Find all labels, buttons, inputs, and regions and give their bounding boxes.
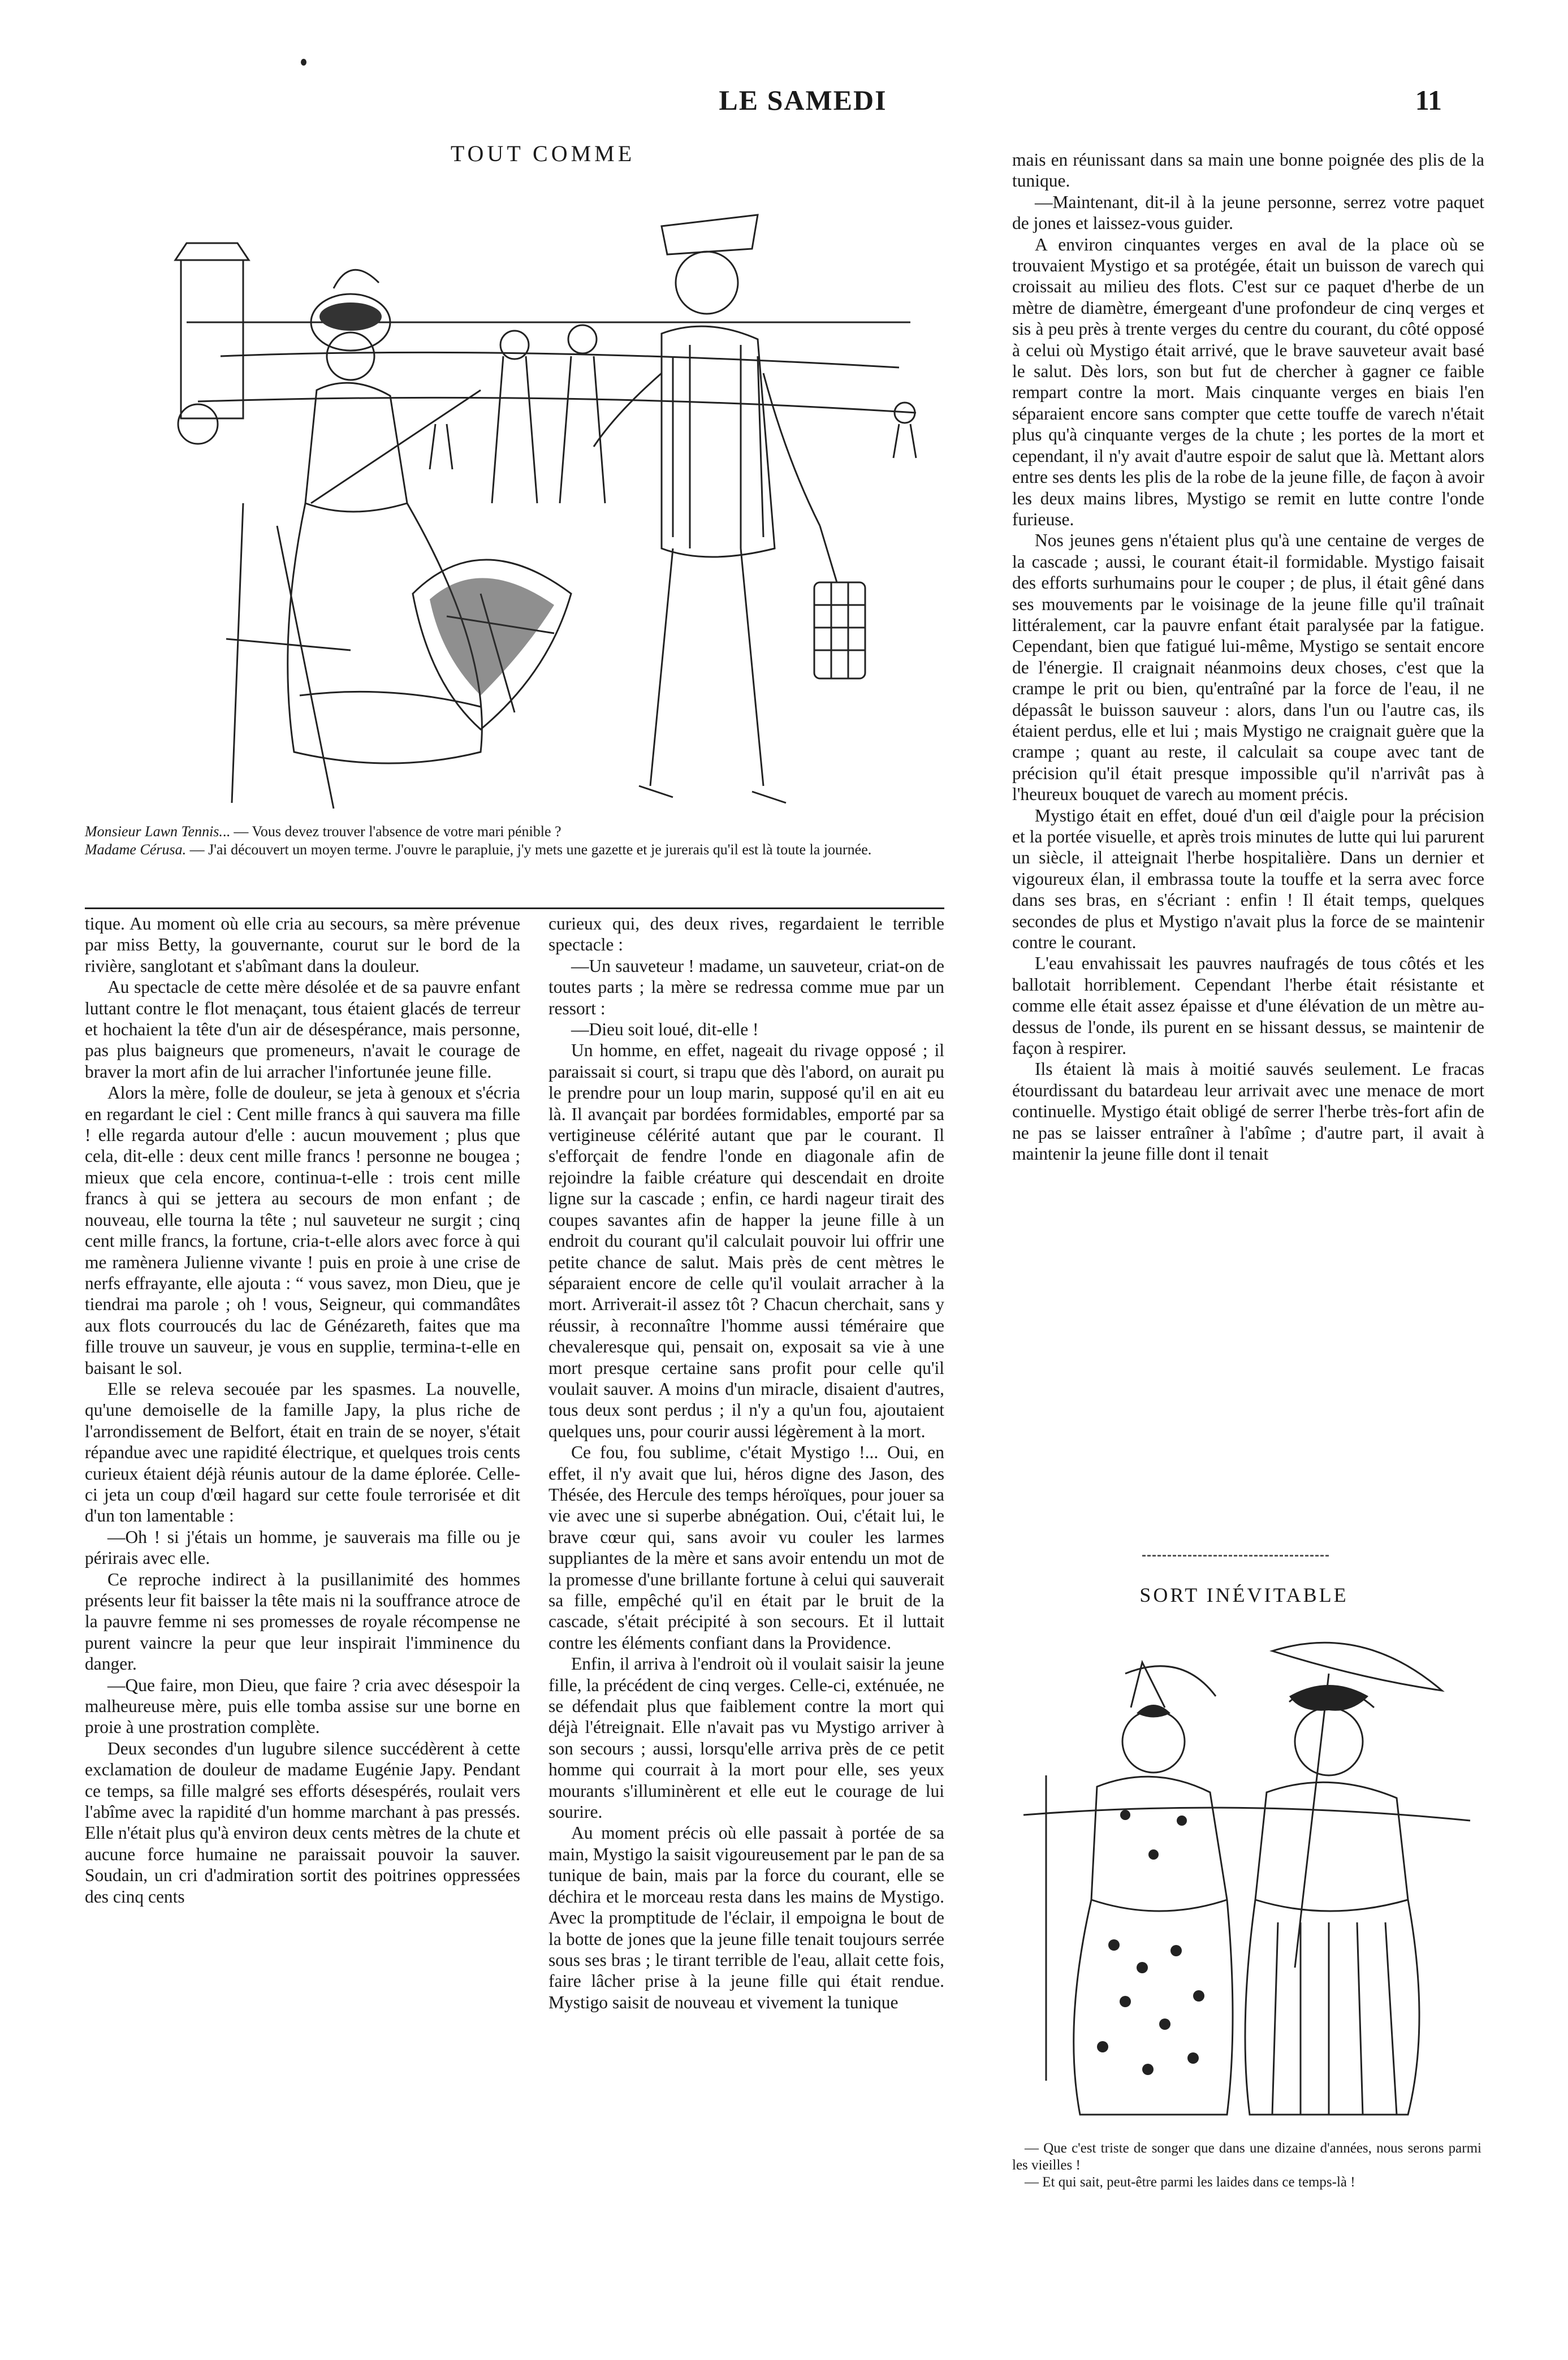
text-column-left — [85, 913, 520, 1907]
paragraph: Ils étaient là mais à moitié sauvés seulement. Le fracas étourdissant du batardeau leur arrivait avec une menace de mort continuelle. Mystigo était obligé de serrer l'herbe très-fort afin de ne pas se laisser entraîner à l'abîme ; d'autre part, il avait à maintenir la jeune fille dont il tenait — [1012, 1059, 1484, 1164]
section-separator — [1142, 1555, 1329, 1558]
illustration-caption-3 — [1012, 2140, 1481, 2191]
page-header-title: LE SAMEDI — [719, 84, 887, 116]
illustration-title-2: SORT INÉVITABLE — [1139, 1584, 1349, 1606]
page-number: 11 — [1415, 84, 1442, 116]
paragraph: Nos jeunes gens n'étaient plus qu'à une centaine de verges de la cascade ; aussi, le courant était-il formidable. Mystigo faisait des efforts surhumains pour le couper ; de plus, il était gêné dans ses mouvements par le voisinage de la jeune fille qu'il traînait littéralement, car la pauvre enfant était paralysée par la fatigue. Cependant, bien que fatigué lui-même, Mystigo se sentait encore de l'énergie. Il craignait néanmoins deux choses, c'est que la crampe le prit ou bien, qu'entraîné par la force de l'eau, il ne dépassât le buisson sauveur : alors, dans l'un ou l'autre cas, ils étaient perdus, elle et lui ; mais Mystigo ne craignait guère que la crampe ; quant au reste, il calculait sa coupe avec tant de précision qu'il était presque impossible qu'il n'arrivât pas à l'heureux bouquet de varech au moment précis. — [1012, 530, 1484, 805]
illustration-title: TOUT COMME — [450, 141, 636, 166]
paragraph: Deux secondes d'un lugubre silence succédèrent à cette exclamation de douleur de madame Eugénie Japy. Pendant ce temps, sa fille malgré ses efforts désespérés, roulait vers l'abîme avec la rapidité d'un homme marchant à pas pressés. Elle n'était plus qu'à environ deux cents mètres de la chute et aucune force humaine ne paraissait pouvoir la sauver. Soudain, un cri d'admiration sortit des poitrines oppressées des cinq cents — [85, 1738, 520, 1907]
illustration-tout-comme — [164, 187, 939, 820]
paragraph: Ce fou, fou sublime, c'était Mystigo !... Oui, en effet, il n'y avait que lui, héros digne des Jason, des Thésée, des Hercule des temps héroïques, pour jouer sa vie avec une si superbe abnégation. Oui, c'était lui, le brave cœur qui, sans avoir vu couler les larmes suppliantes de la mère et sans avoir entendu un mot de la promesse d'une brillante fortune à celui qui sauverait sa fille, empêché qu'il en était par le bruit de la cascade, s'était précipité à son secours. Et il luttait contre les éléments confiant dans la Providence. — [548, 1442, 944, 1653]
paragraph: —Oh ! si j'étais un homme, je sauverais ma fille ou je périrais avec elle. — [85, 1527, 520, 1568]
paragraph: A environ cinquantes verges en aval de la place où se trouvaient Mystigo et sa protégée, était un buisson de varech qui croissait au milieu des flots. C'est sur ce paquet d'herbe de un mètre de diamètre, émergeant d'une profondeur de cinq verges et sis à peu près à trente verges du centre du courant, du côté opposé à celui où Mystigo était arrivé, que le brave sauveteur avait basé le salut. Dès lors, son but fut de chercher à gagner ce faible rempart contre la mort. Mais cinquante verges en biais l'en séparaient encore sans compter que cette touffe de varech n'était plus qu'à cinquante verges de la chute ; les portes de la mort et cependant, il n'y avait d'autre espoir de salut que là. Mettant alors entre ses dents les plis de la robe de la jeune fille, de façon à avoir les deux mains libres, Mystigo se remit en lutte contre l'onde furieuse. — [1012, 234, 1484, 529]
text-column-middle — [548, 913, 944, 2013]
horizontal-rule — [85, 907, 944, 909]
paragraph: tique. Au moment où elle cria au secours, sa mère prévenue par miss Betty, la gouvernante, courut sur le bord de la rivière, sanglotant et s'abîmant dans la douleur. — [85, 914, 520, 976]
caption-speaker-1: Monsieur Lawn Tennis. — [85, 823, 223, 840]
caption-speaker-2: Madame Cérusa. — [85, 841, 187, 858]
text-column-right — [1012, 149, 1484, 1165]
caption-text-2: — J'ai découvert un moyen terme. J'ouvre le parapluie, j'y mets une gazette et je jurerais qu'il est là toute la journée. — [186, 841, 872, 858]
paragraph: —Maintenant, dit-il à la jeune personne, serrez votre paquet de jones et laissez-vous guider. — [1012, 192, 1484, 234]
paragraph: Au spectacle de cette mère désolée et de sa pauvre enfant luttant contre le flot menaçant, tous étaient glacés de terreur et hochaient la tête d'un air de désespérance, mais personne, pas plus baigneurs que promeneurs, n'avait le courage de braver la mort afin de lui arracher l'infortunée jeune fille. — [85, 977, 520, 1082]
paragraph: Un homme, en effet, nageait du rivage opposé ; il paraissait si court, si trapu que dès l'abord, on aurait pu le prendre pour un loup marin, supposé qu'il en ait eu là. Il avançait par bordées formidables, emporté par sa vertigineuse célérité autant que par le courant. Il s'efforçait de fendre l'onde en diagonale afin de rejoindre la faible créature qui descendait en droite ligne sur la cascade ; enfin, ce hardi nageur tirait des coupes savantes afin de happer la jeune fille à un endroit du courant qu'il calculait pouvoir lui offrir une petite chance de salut. Mais près de cent mètres le séparaient encore de celle qu'il voulait arracher à la mort. Arriverait-il assez tôt ? Chacun cherchait, sans y réussir, à reconnaître l'homme aussi téméraire que chevaleresque qui, pensait on, exposait sa vie à une mort presque certaine sans profit pour celle qu'il voulait sauver. A moins d'un miracle, disaient d'autres, tous deux sont perdus ; il n'y a qu'un fou, ajoutaient quelques uns, pour courir aussi légèrement à la mort. — [548, 1040, 944, 1441]
paragraph: curieux qui, des deux rives, regardaient le terrible spectacle : — [548, 914, 944, 955]
caption-line: — Que c'est triste de songer que dans une dizaine d'années, nous serons parmi les vieilles ! — [1012, 2141, 1481, 2173]
engraving-two-women — [1012, 1628, 1481, 2126]
paragraph: Ce reproche indirect à la pusillanimité des hommes présents leur fit baisser la tête mais ni la souffrance atroce de la pauvre femme ni ses promesses de royale récompense ne purent vaincre la peur que leur inspirait l'imminence du danger. — [85, 1569, 520, 1674]
paragraph: Elle se releva secouée par les spasmes. La nouvelle, qu'une demoiselle de la famille Japy, la plus riche de l'arrondissement de Belfort, était en train de se noyer, s'était répandue avec une rapidité électrique, et quelques trois cents curieux étaient déjà réunis autour de la dame éplorée. Celle-ci jeta un coup d'œil hagard sur cette foule terrorisée et dit d'un ton lamentable : — [85, 1378, 520, 1526]
paragraph: Mystigo était en effet, doué d'un œil d'aigle pour la précision et la portée visuelle, et après trois minutes de lutte qui lui parurent un siècle, il atteignait l'herbe hospitalière. Dans un dernier et vigoureux élan, il embrassa toute la touffe et la serra avec force dans ses bras, en s'écriant : enfin ! Il était temps, quelques secondes de plus et Mystigo n'avait plus la force de se maintenir contre le courant. — [1012, 805, 1484, 953]
caption-line: — Et qui sait, peut-être parmi les laides dans ce temps-là ! — [1025, 2175, 1355, 2190]
paragraph: —Dieu soit loué, dit-elle ! — [571, 1019, 759, 1040]
paragraph: —Un sauveteur ! madame, un sauveteur, criat-on de toutes parts ; la mère se redressa comme mue par un ressort : — [548, 956, 944, 1018]
engraving-beach-scene — [164, 187, 939, 820]
illustration-sort-inevitable — [1012, 1628, 1481, 2126]
paragraph: Enfin, il arriva à l'endroit où il voulait saisir la jeune fille, la précédent de cinq verges. Celle-ci, exténuée, ne se défendait plus que faiblement contre la mort qui déjà l'étreignait. Elle n'avait pas vu Mystigo arriver à son secours ; aussi, lorsqu'elle arriva près de ce petit homme qui courrait à la mort pour elle, ses yeux mourants s'illuminèrent et elle eut le courage de lui sourire. — [548, 1654, 944, 1822]
paragraph: mais en réunissant dans sa main une bonne poignée des plis de la tunique. — [1012, 150, 1484, 191]
illustration-caption-1 — [85, 823, 944, 840]
paragraph: Au moment précis où elle passait à portée de sa main, Mystigo la saisit vigoureusement par le pan de sa tunique de bain, mais par la force du courant, elle se déchira et le morceau resta dans les mains de Mystigo. Avec la promptitude de l'éclair, il empoigna le bout de la botte de jones que la jeune fille tenait toujours serrée sous ses bras ; le tirant terrible de l'eau, allait cette fois, faire lâcher prise à la jeune fille qui était rendue. Mystigo saisit de nouveau et vivement la tunique — [548, 1823, 944, 2012]
caption-text-1: .. — Vous devez trouver l'absence de votre mari pénible ? — [222, 823, 561, 840]
paragraph: L'eau envahissait les pauvres naufragés de tous côtés et les ballotait horriblement. Cependant l'herbe était résistante et comme elle était assez épaisse et d'une élévation de un mètre au-dessus de l'onde, ils purent en se hissant dessus, se maintenir de façon à respirer. — [1012, 953, 1484, 1058]
paragraph: Alors la mère, folle de douleur, se jeta à genoux et s'écria en regardant le ciel : Cent mille francs à qui sauvera ma fille ! elle regarda autour d'elle : aucun mouvement ; plus que cela, dit-elle : deux cent mille francs ! personne ne bougea ; mieux que cela encore, continua-t-elle : trois cent mille francs à qui se jettera au secours de mon enfant ; de nouveau, elle tourna la tête ; nul sauveteur ne surgit ; cinq cent mille francs, la fortune, cria-t-elle alors avec force à qui me ramènera Julienne vivante ! puis en proie à une crise de nerfs effrayante, elle ajouta : “ vous savez, mon Dieu, que je tiendrai ma parole ; oh ! vous, Seigneur, qui commandâtes aux flots courroucés du lac de Génézareth, faites que ma fille trouve un sauveur, je vous en supplie, termina-t-elle en baisant le sol. — [85, 1083, 520, 1378]
paragraph: —Que faire, mon Dieu, que faire ? cria avec désespoir la malheureuse mère, puis elle tomba assise sur une borne en proie à une prostration complète. — [85, 1675, 520, 1737]
ink-dot — [301, 59, 306, 66]
illustration-caption-2 — [85, 841, 944, 858]
